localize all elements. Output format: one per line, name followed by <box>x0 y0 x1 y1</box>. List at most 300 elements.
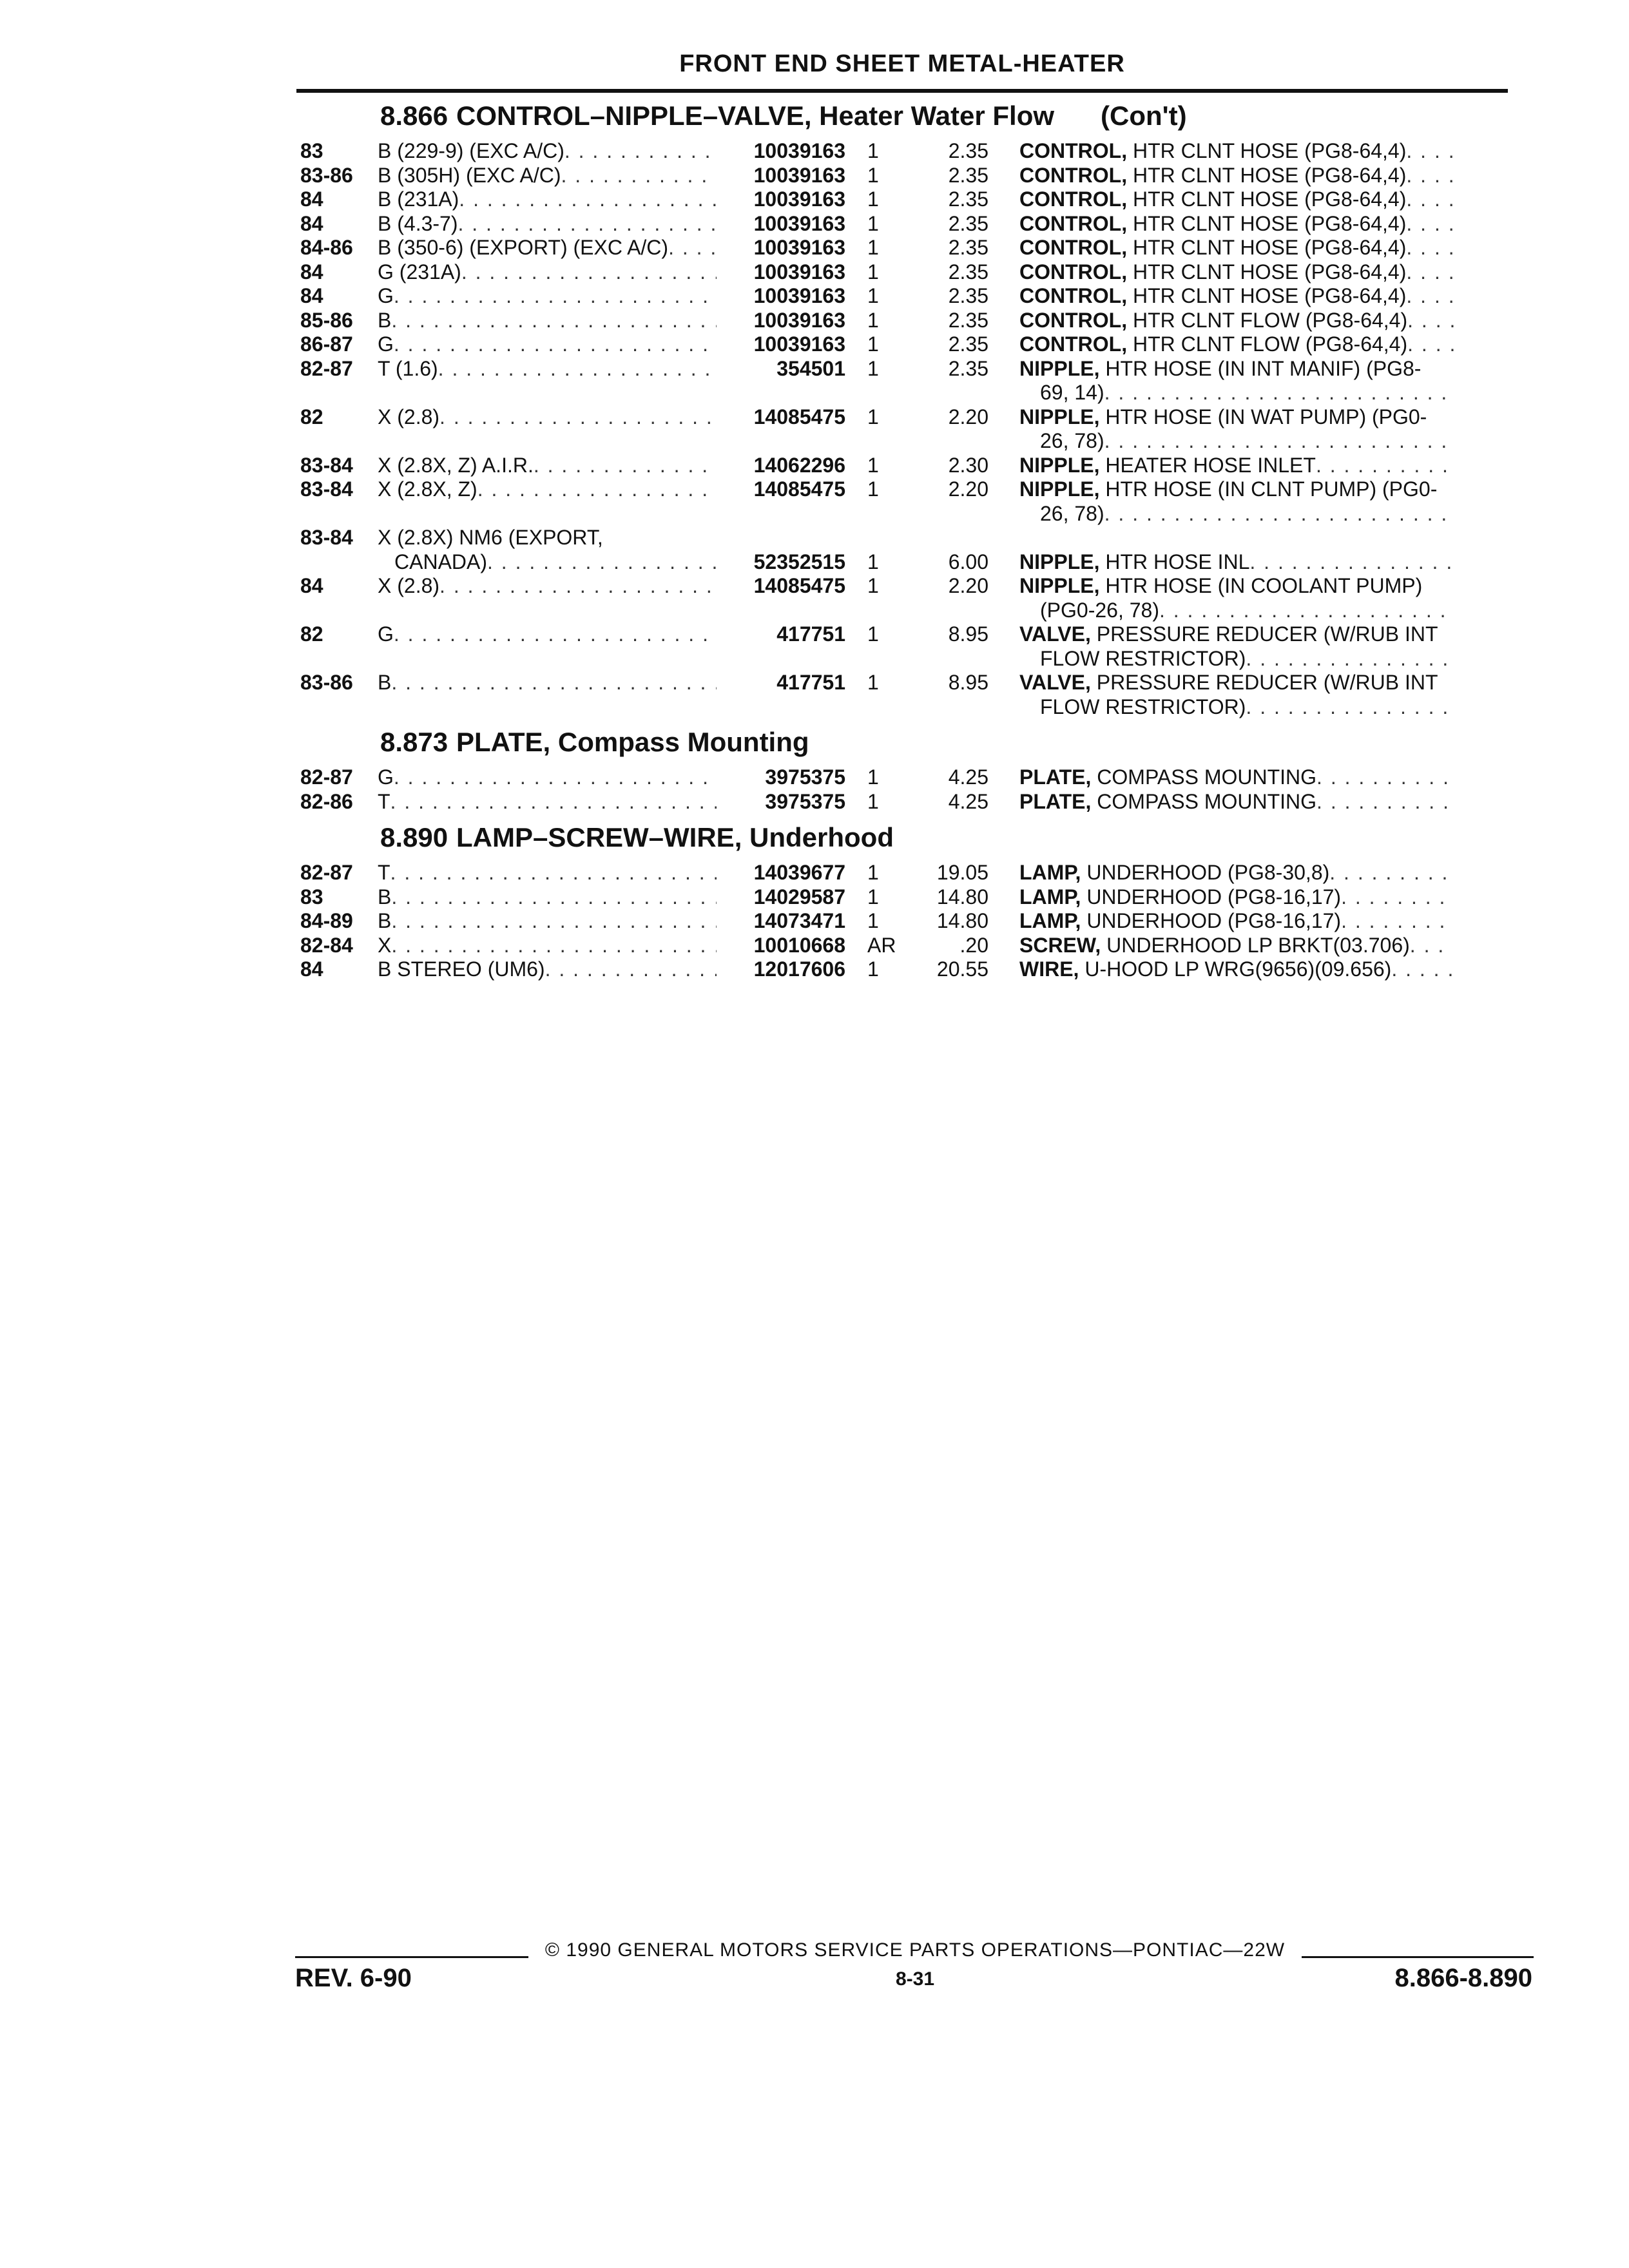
footer-revision: REV. 6-90 <box>295 1964 412 1992</box>
part-name-text: (PG0-26, 78) <box>1040 598 1159 622</box>
leader-dots <box>1341 909 1454 934</box>
quantity: 1 <box>867 885 879 908</box>
description-line: T (1.6) <box>378 356 438 380</box>
part-name-line <box>1019 187 1454 212</box>
part-name <box>988 861 1454 885</box>
application-description <box>378 454 717 478</box>
model-years: 84 <box>300 187 323 211</box>
table-row <box>300 790 1512 814</box>
part-name <box>988 622 1454 671</box>
price: 2.35 <box>948 308 988 332</box>
part-name-line <box>1019 212 1454 236</box>
part-name <box>988 164 1454 188</box>
part-name-line <box>1019 284 1454 309</box>
table-row <box>300 885 1512 910</box>
part-number: 14062296 <box>753 453 845 477</box>
leader-dots <box>394 284 717 309</box>
quantity: 1 <box>867 308 879 332</box>
part-number: 10039163 <box>753 260 845 284</box>
model-years: 83-86 <box>300 163 353 187</box>
leader-dots <box>1159 599 1454 623</box>
table-row <box>300 164 1512 188</box>
part-name-keyword: SCREW, <box>1019 933 1101 957</box>
part-number: 3975375 <box>765 765 845 789</box>
leader-dots <box>1407 309 1454 333</box>
price: 14.80 <box>936 885 988 908</box>
part-name-keyword: NIPPLE, <box>1019 453 1100 477</box>
part-name-keyword: CONTROL, <box>1019 187 1128 211</box>
part-name-text: HTR CLNT HOSE (PG8-64,4) <box>1132 163 1407 187</box>
part-name-text: 26, 78) <box>1040 501 1104 525</box>
model-years: 82-87 <box>300 765 353 789</box>
section-number: 8.866 <box>380 101 448 131</box>
part-number: 10039163 <box>753 187 845 211</box>
description-line: X (2.8X, Z) <box>378 477 477 501</box>
quantity: 1 <box>867 139 879 162</box>
leader-dots <box>1246 647 1454 671</box>
application-description <box>378 574 717 599</box>
model-years: 86-87 <box>300 332 353 356</box>
price: 2.20 <box>948 477 988 501</box>
part-name-keyword: PLATE, <box>1019 765 1092 789</box>
table-row <box>300 236 1512 260</box>
description-line: B <box>378 308 392 332</box>
part-number: 14029587 <box>753 885 845 908</box>
quantity: 1 <box>867 284 879 307</box>
description-line: X <box>378 933 392 957</box>
leader-dots <box>438 357 717 381</box>
part-name-keyword: CONTROL, <box>1019 139 1128 162</box>
leader-dots <box>391 885 717 910</box>
description-line-2 <box>378 550 717 575</box>
part-name-line <box>1019 550 1454 575</box>
description-line: B (229-9) (EXC A/C) <box>378 139 564 162</box>
leader-dots <box>1407 332 1454 357</box>
section-title: PLATE, Compass Mounting <box>456 727 809 757</box>
description-line: B (305H) (EXC A/C) <box>378 163 561 187</box>
quantity: 1 <box>867 356 879 380</box>
part-name-line <box>1019 671 1454 695</box>
part-name-text: UNDERHOOD (PG8-16,17) <box>1086 909 1342 932</box>
table-row <box>300 957 1512 982</box>
description-line: B (350-6) (EXPORT) (EXC A/C) <box>378 236 669 259</box>
leader-dots <box>391 934 717 958</box>
part-name-keyword: NIPPLE, <box>1019 550 1100 573</box>
part-name-text: HTR HOSE (IN CLNT PUMP) (PG0- <box>1105 477 1438 501</box>
part-number: 417751 <box>776 671 845 694</box>
quantity: 1 <box>867 163 879 187</box>
price: 2.30 <box>948 453 988 477</box>
part-name-line <box>1019 574 1454 599</box>
part-name <box>988 909 1454 934</box>
leader-dots <box>458 212 717 236</box>
part-name-keyword: WIRE, <box>1019 957 1079 981</box>
quantity: 1 <box>867 236 879 259</box>
part-name <box>988 454 1454 478</box>
part-name-line <box>1019 381 1454 405</box>
part-name <box>988 671 1454 719</box>
leader-dots <box>461 260 717 285</box>
description-line: X (2.8) <box>378 405 440 428</box>
part-name-line <box>1019 454 1454 478</box>
application-description <box>378 332 717 357</box>
quantity: 1 <box>867 671 879 694</box>
model-years: 84 <box>300 957 323 981</box>
part-name <box>988 309 1454 333</box>
leader-dots <box>668 236 717 260</box>
price: .20 <box>959 933 988 957</box>
description-line: B (231A) <box>378 187 459 211</box>
leader-dots <box>1246 695 1454 720</box>
description-line: T <box>378 861 390 884</box>
table-row <box>300 187 1512 212</box>
table-row <box>300 622 1512 671</box>
part-name <box>988 284 1454 309</box>
price: 2.35 <box>948 260 988 284</box>
description-line: G <box>378 284 394 307</box>
leader-dots <box>564 139 717 164</box>
model-years: 84 <box>300 211 323 235</box>
part-name <box>988 790 1454 814</box>
table-row <box>300 284 1512 309</box>
quantity: 1 <box>867 574 879 597</box>
part-name-text: UNDERHOOD (PG8-30,8) <box>1086 861 1330 884</box>
table-row <box>300 909 1512 934</box>
description-line: B <box>378 671 392 694</box>
part-name-text: FLOW RESTRICTOR) <box>1040 695 1246 718</box>
part-number: 14085475 <box>753 405 845 428</box>
header-rule <box>296 89 1508 93</box>
part-name-text: COMPASS MOUNTING <box>1097 765 1317 789</box>
part-name-text: HTR HOSE (IN WAT PUMP) (PG0- <box>1105 405 1427 428</box>
model-years: 82-87 <box>300 861 353 884</box>
model-years: 83 <box>300 139 323 162</box>
part-name-line <box>1019 236 1454 260</box>
table-row <box>300 526 1512 574</box>
leader-dots <box>1316 790 1454 814</box>
quantity: 1 <box>867 861 879 884</box>
part-name-line <box>1019 647 1454 671</box>
part-name-line <box>1019 885 1454 910</box>
price: 4.25 <box>948 765 988 789</box>
price: 14.80 <box>936 909 988 932</box>
part-name-line <box>1019 934 1454 958</box>
part-name-keyword: NIPPLE, <box>1019 356 1100 380</box>
part-name <box>988 574 1454 622</box>
leader-dots <box>394 332 717 357</box>
application-description <box>378 477 717 502</box>
part-name-text: PRESSURE REDUCER (W/RUB INT <box>1096 671 1438 694</box>
description-line: X (2.8X, Z) A.I.R. <box>378 453 534 477</box>
section-title: LAMP–SCREW–WIRE, Underhood <box>456 822 894 852</box>
footer-rule-left <box>295 1956 528 1958</box>
footer-page-number: 8-31 <box>895 1968 935 1990</box>
price: 2.20 <box>948 574 988 597</box>
footer-section-range: 8.866-8.890 <box>1394 1964 1532 1992</box>
price: 2.35 <box>948 187 988 211</box>
price: 8.95 <box>948 622 988 646</box>
part-name-text: HTR CLNT HOSE (PG8-64,4) <box>1132 187 1407 211</box>
application-description <box>378 309 717 333</box>
description-line: B <box>378 885 392 908</box>
part-name <box>988 139 1454 164</box>
part-name-keyword: CONTROL, <box>1019 211 1128 235</box>
part-name-text: HTR CLNT FLOW (PG8-64,4) <box>1132 332 1408 356</box>
part-number: 12017606 <box>753 957 845 981</box>
quantity: 1 <box>867 765 879 789</box>
leader-dots <box>391 671 717 695</box>
leader-dots <box>1406 164 1454 188</box>
part-name <box>988 957 1454 982</box>
leader-dots <box>1104 429 1454 454</box>
application-description <box>378 885 717 910</box>
leader-dots <box>561 164 717 188</box>
price: 20.55 <box>936 957 988 981</box>
application-description <box>378 671 717 695</box>
description-line: B STEREO (UM6) <box>378 957 545 981</box>
table-row <box>300 934 1512 958</box>
description-line: G (231A) <box>378 260 461 284</box>
application-description <box>378 861 717 885</box>
leader-dots <box>459 187 717 212</box>
footer-rule-right <box>1302 1956 1534 1958</box>
section-control-nipple-valve <box>300 101 1512 719</box>
price: 4.25 <box>948 789 988 813</box>
quantity: 1 <box>867 622 879 646</box>
table-row <box>300 260 1512 285</box>
leader-dots <box>1410 934 1454 958</box>
part-name-keyword: VALVE, <box>1019 671 1091 694</box>
model-years: 84-86 <box>300 236 353 259</box>
leader-dots <box>439 574 717 599</box>
price: 2.20 <box>948 405 988 428</box>
model-years: 82 <box>300 622 323 646</box>
leader-dots <box>1406 187 1454 212</box>
part-name-text: HTR CLNT FLOW (PG8-64,4) <box>1132 308 1408 332</box>
table-row <box>300 332 1512 357</box>
leader-dots <box>439 405 717 430</box>
section-heading <box>300 822 1512 861</box>
quantity: 1 <box>867 789 879 813</box>
part-number: 52352515 <box>753 550 845 573</box>
price: 6.00 <box>948 550 988 573</box>
application-description <box>378 284 717 309</box>
leader-dots <box>1249 550 1454 575</box>
application-description <box>378 934 717 958</box>
part-number: 14085475 <box>753 477 845 501</box>
leader-dots <box>477 477 717 502</box>
part-name-text: HTR CLNT HOSE (PG8-64,4) <box>1132 236 1407 259</box>
part-name <box>988 934 1454 958</box>
leader-dots <box>1406 260 1454 285</box>
application-description <box>378 909 717 934</box>
part-name <box>988 405 1454 454</box>
part-name-text: HTR CLNT HOSE (PG8-64,4) <box>1132 284 1407 307</box>
part-number: 10039163 <box>753 236 845 259</box>
application-description <box>378 765 717 790</box>
part-name-text: HTR CLNT HOSE (PG8-64,4) <box>1132 211 1407 235</box>
model-years: 83-84 <box>300 453 353 477</box>
part-name-line <box>1019 309 1454 333</box>
application-description <box>378 790 717 814</box>
part-number: 14085475 <box>753 574 845 597</box>
part-name-keyword: CONTROL, <box>1019 284 1128 307</box>
model-years: 82-84 <box>300 933 353 957</box>
application-description <box>378 236 717 260</box>
part-name-keyword: CONTROL, <box>1019 260 1128 284</box>
model-years: 84 <box>300 284 323 307</box>
part-name-line <box>1019 357 1454 381</box>
table-row <box>300 309 1512 333</box>
section-number: 8.873 <box>380 727 448 757</box>
part-number: 10039163 <box>753 139 845 162</box>
section-title-wrap <box>456 101 1187 131</box>
part-name-line <box>1019 139 1454 164</box>
model-years: 84 <box>300 260 323 284</box>
model-years: 82 <box>300 405 323 428</box>
model-years: 83-84 <box>300 526 353 549</box>
part-name-text: HTR HOSE (IN INT MANIF) (PG8- <box>1105 356 1422 380</box>
part-name-line <box>1019 599 1454 623</box>
price: 2.35 <box>948 211 988 235</box>
part-name-line <box>1019 695 1454 720</box>
part-name <box>988 260 1454 285</box>
quantity: 1 <box>867 909 879 932</box>
part-name-line <box>1019 861 1454 885</box>
table-row <box>300 357 1512 405</box>
leader-dots <box>1329 861 1454 885</box>
application-description <box>378 139 717 164</box>
section-heading <box>300 727 1512 765</box>
section-title-wrap <box>456 822 894 853</box>
part-name-keyword: LAMP, <box>1019 909 1081 932</box>
leader-dots <box>1316 454 1454 478</box>
part-name-line <box>1019 957 1454 982</box>
quantity: 1 <box>867 957 879 981</box>
part-name-line <box>1019 405 1454 430</box>
leader-dots <box>1104 381 1454 405</box>
part-name-text: HTR HOSE INL <box>1105 550 1250 573</box>
part-name-line <box>1019 622 1454 647</box>
part-number: 14073471 <box>753 909 845 932</box>
leader-dots <box>1406 236 1454 260</box>
model-years: 84 <box>300 574 323 597</box>
application-description <box>378 357 717 381</box>
part-name-keyword: CONTROL, <box>1019 236 1128 259</box>
part-name <box>988 477 1454 526</box>
price: 2.35 <box>948 284 988 307</box>
quantity: 1 <box>867 405 879 428</box>
part-name <box>988 236 1454 260</box>
part-name-text: UNDERHOOD (PG8-16,17) <box>1086 885 1342 908</box>
quantity: 1 <box>867 550 879 573</box>
price: 2.35 <box>948 356 988 380</box>
part-name-text: HTR HOSE (IN COOLANT PUMP) <box>1105 574 1423 597</box>
description-line: B <box>378 909 392 932</box>
price: 2.35 <box>948 332 988 356</box>
part-number: 417751 <box>776 622 845 646</box>
part-name-text: FLOW RESTRICTOR) <box>1040 646 1246 670</box>
model-years: 83 <box>300 885 323 908</box>
table-row <box>300 671 1512 719</box>
leader-dots <box>1104 502 1454 526</box>
model-years: 82-87 <box>300 356 353 380</box>
description-line: B (4.3-7) <box>378 211 458 235</box>
description-line: CANADA) <box>394 550 488 573</box>
part-name <box>988 332 1454 357</box>
quantity: AR <box>867 933 896 957</box>
section-title: CONTROL–NIPPLE–VALVE, Heater Water Flow <box>456 101 1055 131</box>
application-description <box>378 526 717 574</box>
part-name-keyword: NIPPLE, <box>1019 477 1100 501</box>
part-name <box>988 765 1454 790</box>
application-description <box>378 260 717 285</box>
part-name-text: UNDERHOOD LP BRKT(03.706) <box>1106 933 1410 957</box>
section-plate-compass <box>300 727 1512 814</box>
part-name-keyword: NIPPLE, <box>1019 574 1100 597</box>
quantity: 1 <box>867 260 879 284</box>
leader-dots <box>1391 957 1454 982</box>
part-name-line <box>1019 790 1454 814</box>
part-name-line <box>1019 765 1454 790</box>
part-number: 10039163 <box>753 284 845 307</box>
price: 2.35 <box>948 163 988 187</box>
quantity: 1 <box>867 187 879 211</box>
application-description <box>378 622 717 647</box>
leader-dots <box>487 550 717 575</box>
part-name-keyword: CONTROL, <box>1019 163 1128 187</box>
section-lamp-screw-wire <box>300 822 1512 982</box>
part-number: 10039163 <box>753 308 845 332</box>
part-name-text: HEATER HOSE INLET <box>1105 453 1316 477</box>
leader-dots <box>394 622 717 647</box>
part-number: 354501 <box>776 356 845 380</box>
part-name-text: COMPASS MOUNTING <box>1097 789 1317 813</box>
part-name-line <box>1019 332 1454 357</box>
section-heading <box>300 101 1512 139</box>
part-name-keyword: NIPPLE, <box>1019 405 1100 428</box>
part-name-keyword: CONTROL, <box>1019 332 1128 356</box>
part-name-text: 69, 14) <box>1040 381 1104 404</box>
price: 19.05 <box>936 861 988 884</box>
section-number: 8.890 <box>380 822 448 852</box>
part-number: 10010668 <box>753 933 845 957</box>
part-number: 14039677 <box>753 861 845 884</box>
part-number: 10039163 <box>753 163 845 187</box>
part-number: 10039163 <box>753 332 845 356</box>
quantity: 1 <box>867 332 879 356</box>
page-header-title: FRONT END SHEET METAL-HEATER <box>679 50 1125 77</box>
part-name-text: U-HOOD LP WRG(9656)(09.656) <box>1084 957 1392 981</box>
leader-dots <box>391 909 717 934</box>
part-name-line <box>1019 260 1454 285</box>
part-number: 10039163 <box>753 211 845 235</box>
model-years: 83-84 <box>300 477 353 501</box>
part-name-line <box>1019 477 1454 502</box>
table-row <box>300 454 1512 478</box>
part-name-line <box>1019 429 1454 454</box>
part-name <box>988 885 1454 910</box>
quantity: 1 <box>867 477 879 501</box>
part-name <box>988 187 1454 212</box>
price: 2.35 <box>948 139 988 162</box>
price: 2.35 <box>948 236 988 259</box>
leader-dots <box>391 309 717 333</box>
part-name-text: HTR CLNT HOSE (PG8-64,4) <box>1132 260 1407 284</box>
model-years: 82-86 <box>300 789 353 813</box>
part-name-line <box>1019 502 1454 526</box>
part-name-line <box>1019 164 1454 188</box>
